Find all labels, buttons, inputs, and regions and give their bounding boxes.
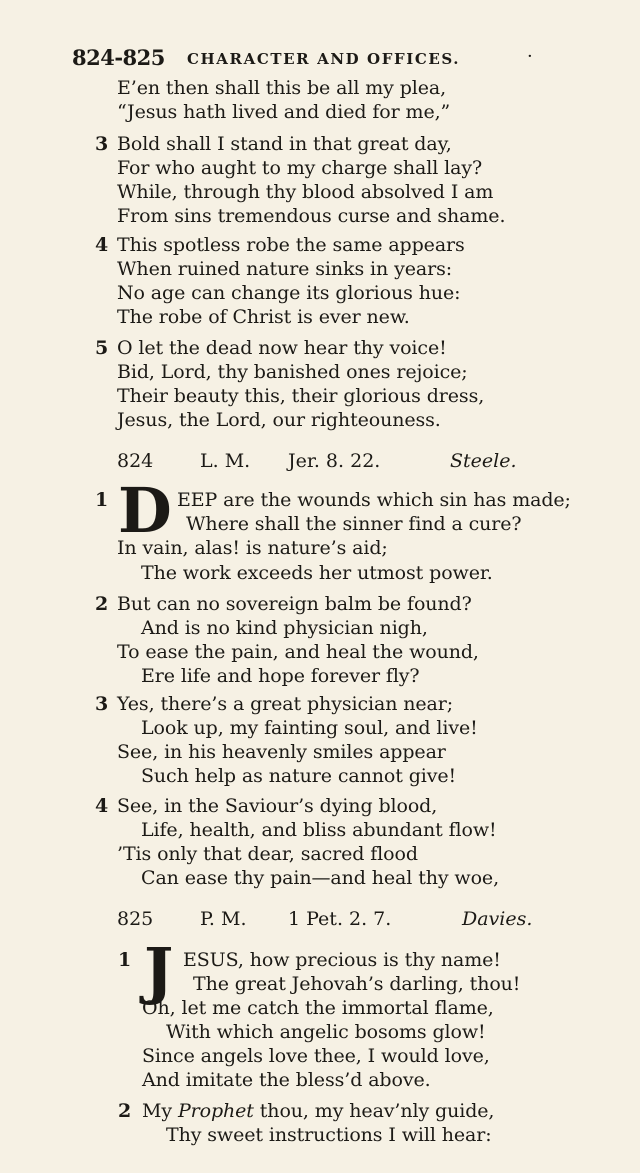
page-numbers: 824-825 <box>72 45 165 70</box>
verse-line: “Jesus hath lived and died for me,” <box>117 101 451 123</box>
verse-line: ESUS, how precious is thy name! <box>183 949 501 971</box>
verse-line: Thy sweet instructions I will hear: <box>166 1124 492 1146</box>
verse-line: And imitate the bless’d above. <box>142 1069 431 1091</box>
verse-line: Jesus, the Lord, our righteouness. <box>117 409 441 431</box>
verse-line: While, through thy blood absolved I am <box>117 181 494 203</box>
verse-line: Life, health, and bliss abundant flow! <box>141 819 497 841</box>
verse-text: My <box>142 1100 178 1122</box>
verse-line: Bold shall I stand in that great day, <box>117 133 452 155</box>
verse-number: 4 <box>95 234 109 256</box>
verse-line: Where shall the sinner find a cure? <box>186 513 522 535</box>
verse-text: thou, my heav’nly guide, <box>253 1100 495 1122</box>
verse-number: 1 <box>118 949 132 971</box>
verse-line: The work exceeds her utmost power. <box>141 562 493 584</box>
verse-line: No age can change its glorious hue: <box>117 282 461 304</box>
verse-line: When ruined nature sinks in years: <box>117 258 453 280</box>
verse-line: This spotless robe the same appears <box>117 234 465 256</box>
hymn-author-text: Davies. <box>462 908 533 930</box>
verse-line: Look up, my fainting soul, and live! <box>141 717 478 739</box>
verse-number: 3 <box>95 133 109 155</box>
verse-number: 2 <box>95 593 109 615</box>
verse-line: See, in the Saviour’s dying blood, <box>117 795 438 817</box>
italic-word: Prophet <box>177 1100 254 1122</box>
verse-line: E’en then shall this be all my plea, <box>117 77 447 99</box>
hymn-author-text: Steele. <box>450 450 517 472</box>
hymn-number: 824 <box>117 450 154 472</box>
verse-line: Ere life and hope forever fly? <box>141 665 420 687</box>
hymn-number: 825 <box>117 908 154 930</box>
drop-cap: J <box>144 934 174 1007</box>
hymn-author <box>450 449 517 473</box>
verse-line: Their beauty this, their glorious dress, <box>117 385 485 407</box>
header-ornament: · <box>527 46 533 67</box>
verse-line: EEP are the wounds which sin has made; <box>177 489 571 511</box>
verse-line: In vain, alas! is nature’s aid; <box>117 537 388 559</box>
hymn-scripture: 1 Pet. 2. 7. <box>288 908 392 930</box>
verse-line: O let the dead now hear thy voice! <box>117 337 447 359</box>
hymn-meter: P. M. <box>200 908 247 930</box>
verse-line: Since angels love thee, I would love, <box>142 1045 490 1067</box>
verse-line: See, in his heavenly smiles appear <box>117 741 446 763</box>
verse-line: From sins tremendous curse and shame. <box>117 205 506 227</box>
verse-line: Yes, there’s a great physician near; <box>117 693 454 715</box>
verse-line: To ease the pain, and heal the wound, <box>117 641 479 663</box>
verse-line: For who aught to my charge shall lay? <box>117 157 483 179</box>
verse-line: Such help as nature cannot give! <box>141 765 457 787</box>
drop-cap: D <box>118 474 172 547</box>
verse-line <box>142 1099 494 1123</box>
hymn-author <box>462 907 532 931</box>
verse-line: The robe of Christ is ever new. <box>117 306 410 328</box>
verse-number: 1 <box>95 489 109 511</box>
verse-number: 5 <box>95 337 109 359</box>
verse-line: The great Jehovah’s darling, thou! <box>193 973 521 995</box>
verse-number: 3 <box>95 693 109 715</box>
section-title: CHARACTER AND OFFICES. <box>187 50 461 68</box>
verse-line: With which angelic bosoms glow! <box>166 1021 486 1043</box>
verse-line: ’Tis only that dear, sacred flood <box>117 843 418 865</box>
hymn-scripture: Jer. 8. 22. <box>288 450 381 472</box>
verse-line: Bid, Lord, thy banished ones rejoice; <box>117 361 468 383</box>
verse-line: But can no sovereign balm be found? <box>117 593 472 615</box>
verse-number: 4 <box>95 795 109 817</box>
verse-line: Oh, let me catch the immortal flame, <box>142 997 494 1019</box>
verse-line: Can ease thy pain—and heal thy woe, <box>141 867 500 889</box>
verse-line: And is no kind physician nigh, <box>141 617 428 639</box>
verse-number: 2 <box>118 1100 132 1122</box>
hymn-meter: L. M. <box>200 450 251 472</box>
